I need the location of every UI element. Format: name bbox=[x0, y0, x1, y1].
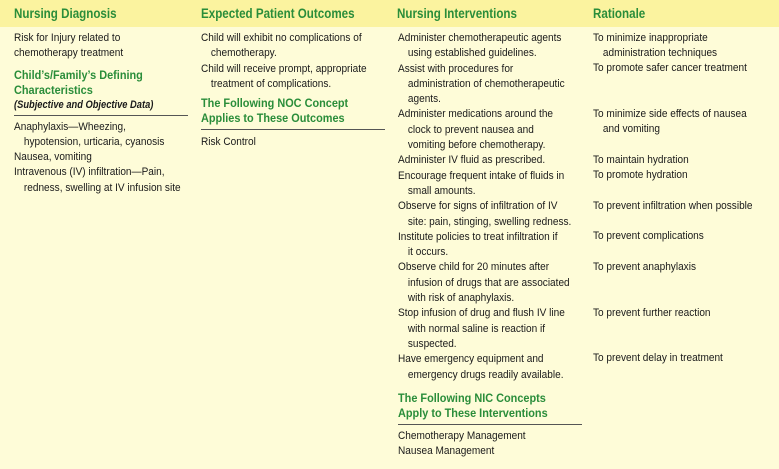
rationale-line: To prevent infiltration when possible bbox=[593, 200, 753, 212]
intervention-item bbox=[398, 199, 582, 230]
noc-title: The Following NOC Concept bbox=[201, 96, 349, 111]
intervention-line: infusion of drugs that are associated bbox=[407, 276, 570, 289]
intervention-line: Administer medications around the bbox=[398, 108, 554, 121]
rationale-line: To prevent further reaction bbox=[593, 307, 711, 319]
intervention-line: Observe for signs of infiltration of IV bbox=[398, 200, 558, 213]
rationale-line: and vomiting bbox=[602, 123, 660, 136]
rationale-item bbox=[593, 31, 731, 62]
outcome-line: treatment of complications. bbox=[210, 77, 332, 90]
rationale-item bbox=[593, 351, 737, 366]
rationale-line: To promote hydration bbox=[593, 169, 688, 181]
rationale-line: To maintain hydration bbox=[593, 154, 689, 166]
intervention-line: Encourage frequent intake of fluids in bbox=[398, 169, 565, 182]
intervention-line: agents. bbox=[407, 93, 441, 106]
defining-item-line: redness, swelling at IV infusion site bbox=[23, 181, 181, 194]
diagnosis-line: Risk for Injury related to bbox=[14, 32, 121, 44]
intervention-item bbox=[398, 260, 582, 306]
intervention-item bbox=[398, 352, 582, 383]
header-band bbox=[0, 0, 779, 27]
noc-item: Risk Control bbox=[201, 136, 256, 149]
header-nursing-diagnosis: Nursing Diagnosis bbox=[14, 6, 117, 21]
intervention-line: Administer IV fluid as prescribed. bbox=[398, 154, 546, 167]
diagnosis-statement bbox=[14, 31, 188, 62]
intervention-item bbox=[398, 306, 582, 352]
defining-item bbox=[14, 120, 188, 151]
rationale-item bbox=[593, 306, 724, 321]
intervention-item bbox=[398, 153, 582, 168]
outcome-line: chemotherapy. bbox=[210, 47, 277, 60]
rationale-item bbox=[593, 107, 764, 138]
rationale-line: To prevent complications bbox=[593, 230, 704, 242]
rationale-line: To minimize inappropriate bbox=[593, 32, 708, 44]
header-expected-outcomes: Expected Patient Outcomes bbox=[201, 6, 355, 21]
outcome-line: Child will exhibit no complications of bbox=[201, 32, 362, 44]
defining-item-line: Anaphylaxis—Wheezing, bbox=[14, 120, 126, 133]
nic-item: Nausea Management bbox=[398, 445, 495, 458]
defining-characteristics-title: Characteristics bbox=[14, 82, 93, 97]
rationale-line: administration techniques bbox=[602, 47, 718, 60]
intervention-item bbox=[398, 31, 582, 62]
rationale-line: To prevent delay in treatment bbox=[593, 352, 723, 364]
rationale-item bbox=[593, 153, 699, 168]
rationale-item bbox=[593, 260, 707, 275]
interventions-column bbox=[398, 31, 582, 459]
defining-characteristics-title: Child’s/Family’s Defining bbox=[14, 67, 143, 82]
intervention-line: using established guidelines. bbox=[407, 47, 537, 60]
intervention-line: site: pain, stinging, swelling redness. bbox=[407, 215, 572, 228]
defining-item-line: hypotension, urticaria, cyanosis bbox=[23, 135, 165, 148]
intervention-line: it occurs. bbox=[407, 246, 449, 259]
rationale-line: To minimize side effects of nausea bbox=[593, 108, 747, 120]
intervention-line: vomiting before chemotherapy. bbox=[407, 139, 546, 152]
rationale-item bbox=[593, 61, 764, 76]
header-nursing-interventions: Nursing Interventions bbox=[397, 6, 517, 21]
intervention-item bbox=[398, 230, 582, 261]
rationale-line: To promote safer cancer treatment bbox=[593, 62, 747, 74]
intervention-line: with risk of anaphylaxis. bbox=[407, 292, 515, 305]
intervention-item bbox=[398, 62, 582, 108]
defining-item bbox=[14, 165, 188, 196]
diagnosis-line: chemotherapy treatment bbox=[14, 47, 124, 60]
divider bbox=[398, 424, 582, 425]
divider bbox=[14, 115, 188, 116]
intervention-line: with normal saline is reaction if bbox=[407, 322, 546, 335]
rationale-item bbox=[593, 229, 716, 244]
rationale-item bbox=[593, 168, 698, 183]
intervention-line: clock to prevent nausea and bbox=[407, 123, 534, 136]
intervention-line: Observe child for 20 minutes after bbox=[398, 261, 550, 274]
header-rationale: Rationale bbox=[593, 6, 646, 21]
defining-item-line: Nausea, vomiting bbox=[14, 151, 92, 164]
nic-title: The Following NIC Concepts bbox=[398, 390, 546, 405]
intervention-item bbox=[398, 169, 582, 200]
intervention-line: Institute policies to treat infiltration if bbox=[398, 230, 558, 243]
rationale-line: To prevent anaphylaxis bbox=[593, 261, 696, 273]
intervention-line: small amounts. bbox=[407, 184, 476, 197]
nic-item: Chemotherapy Management bbox=[398, 429, 526, 442]
rationale-item bbox=[593, 199, 770, 214]
intervention-line: emergency drugs readily available. bbox=[407, 368, 564, 381]
intervention-item bbox=[398, 107, 582, 153]
intervention-line: administration of chemotherapeutic bbox=[407, 77, 565, 90]
outcome-item bbox=[201, 62, 385, 93]
intervention-line: Stop infusion of drug and flush IV line bbox=[398, 307, 565, 320]
defining-item-line: Intravenous (IV) infiltration—Pain, bbox=[14, 166, 165, 179]
defining-characteristics-subtitle: (Subjective and Objective Data) bbox=[14, 98, 154, 111]
defining-item bbox=[14, 150, 188, 165]
intervention-line: Administer chemotherapeutic agents bbox=[398, 32, 562, 44]
divider bbox=[201, 129, 385, 130]
intervention-line: Assist with procedures for bbox=[398, 62, 514, 75]
intervention-line: Have emergency equipment and bbox=[398, 353, 544, 366]
noc-title: Applies to These Outcomes bbox=[201, 111, 345, 126]
intervention-line: suspected. bbox=[407, 337, 457, 350]
diagnosis-column bbox=[14, 31, 188, 196]
nic-title: Apply to These Interventions bbox=[398, 405, 548, 420]
outcome-line: Child will receive prompt, appropriate bbox=[201, 62, 367, 75]
outcomes-column bbox=[201, 31, 385, 150]
outcome-item bbox=[201, 31, 385, 62]
